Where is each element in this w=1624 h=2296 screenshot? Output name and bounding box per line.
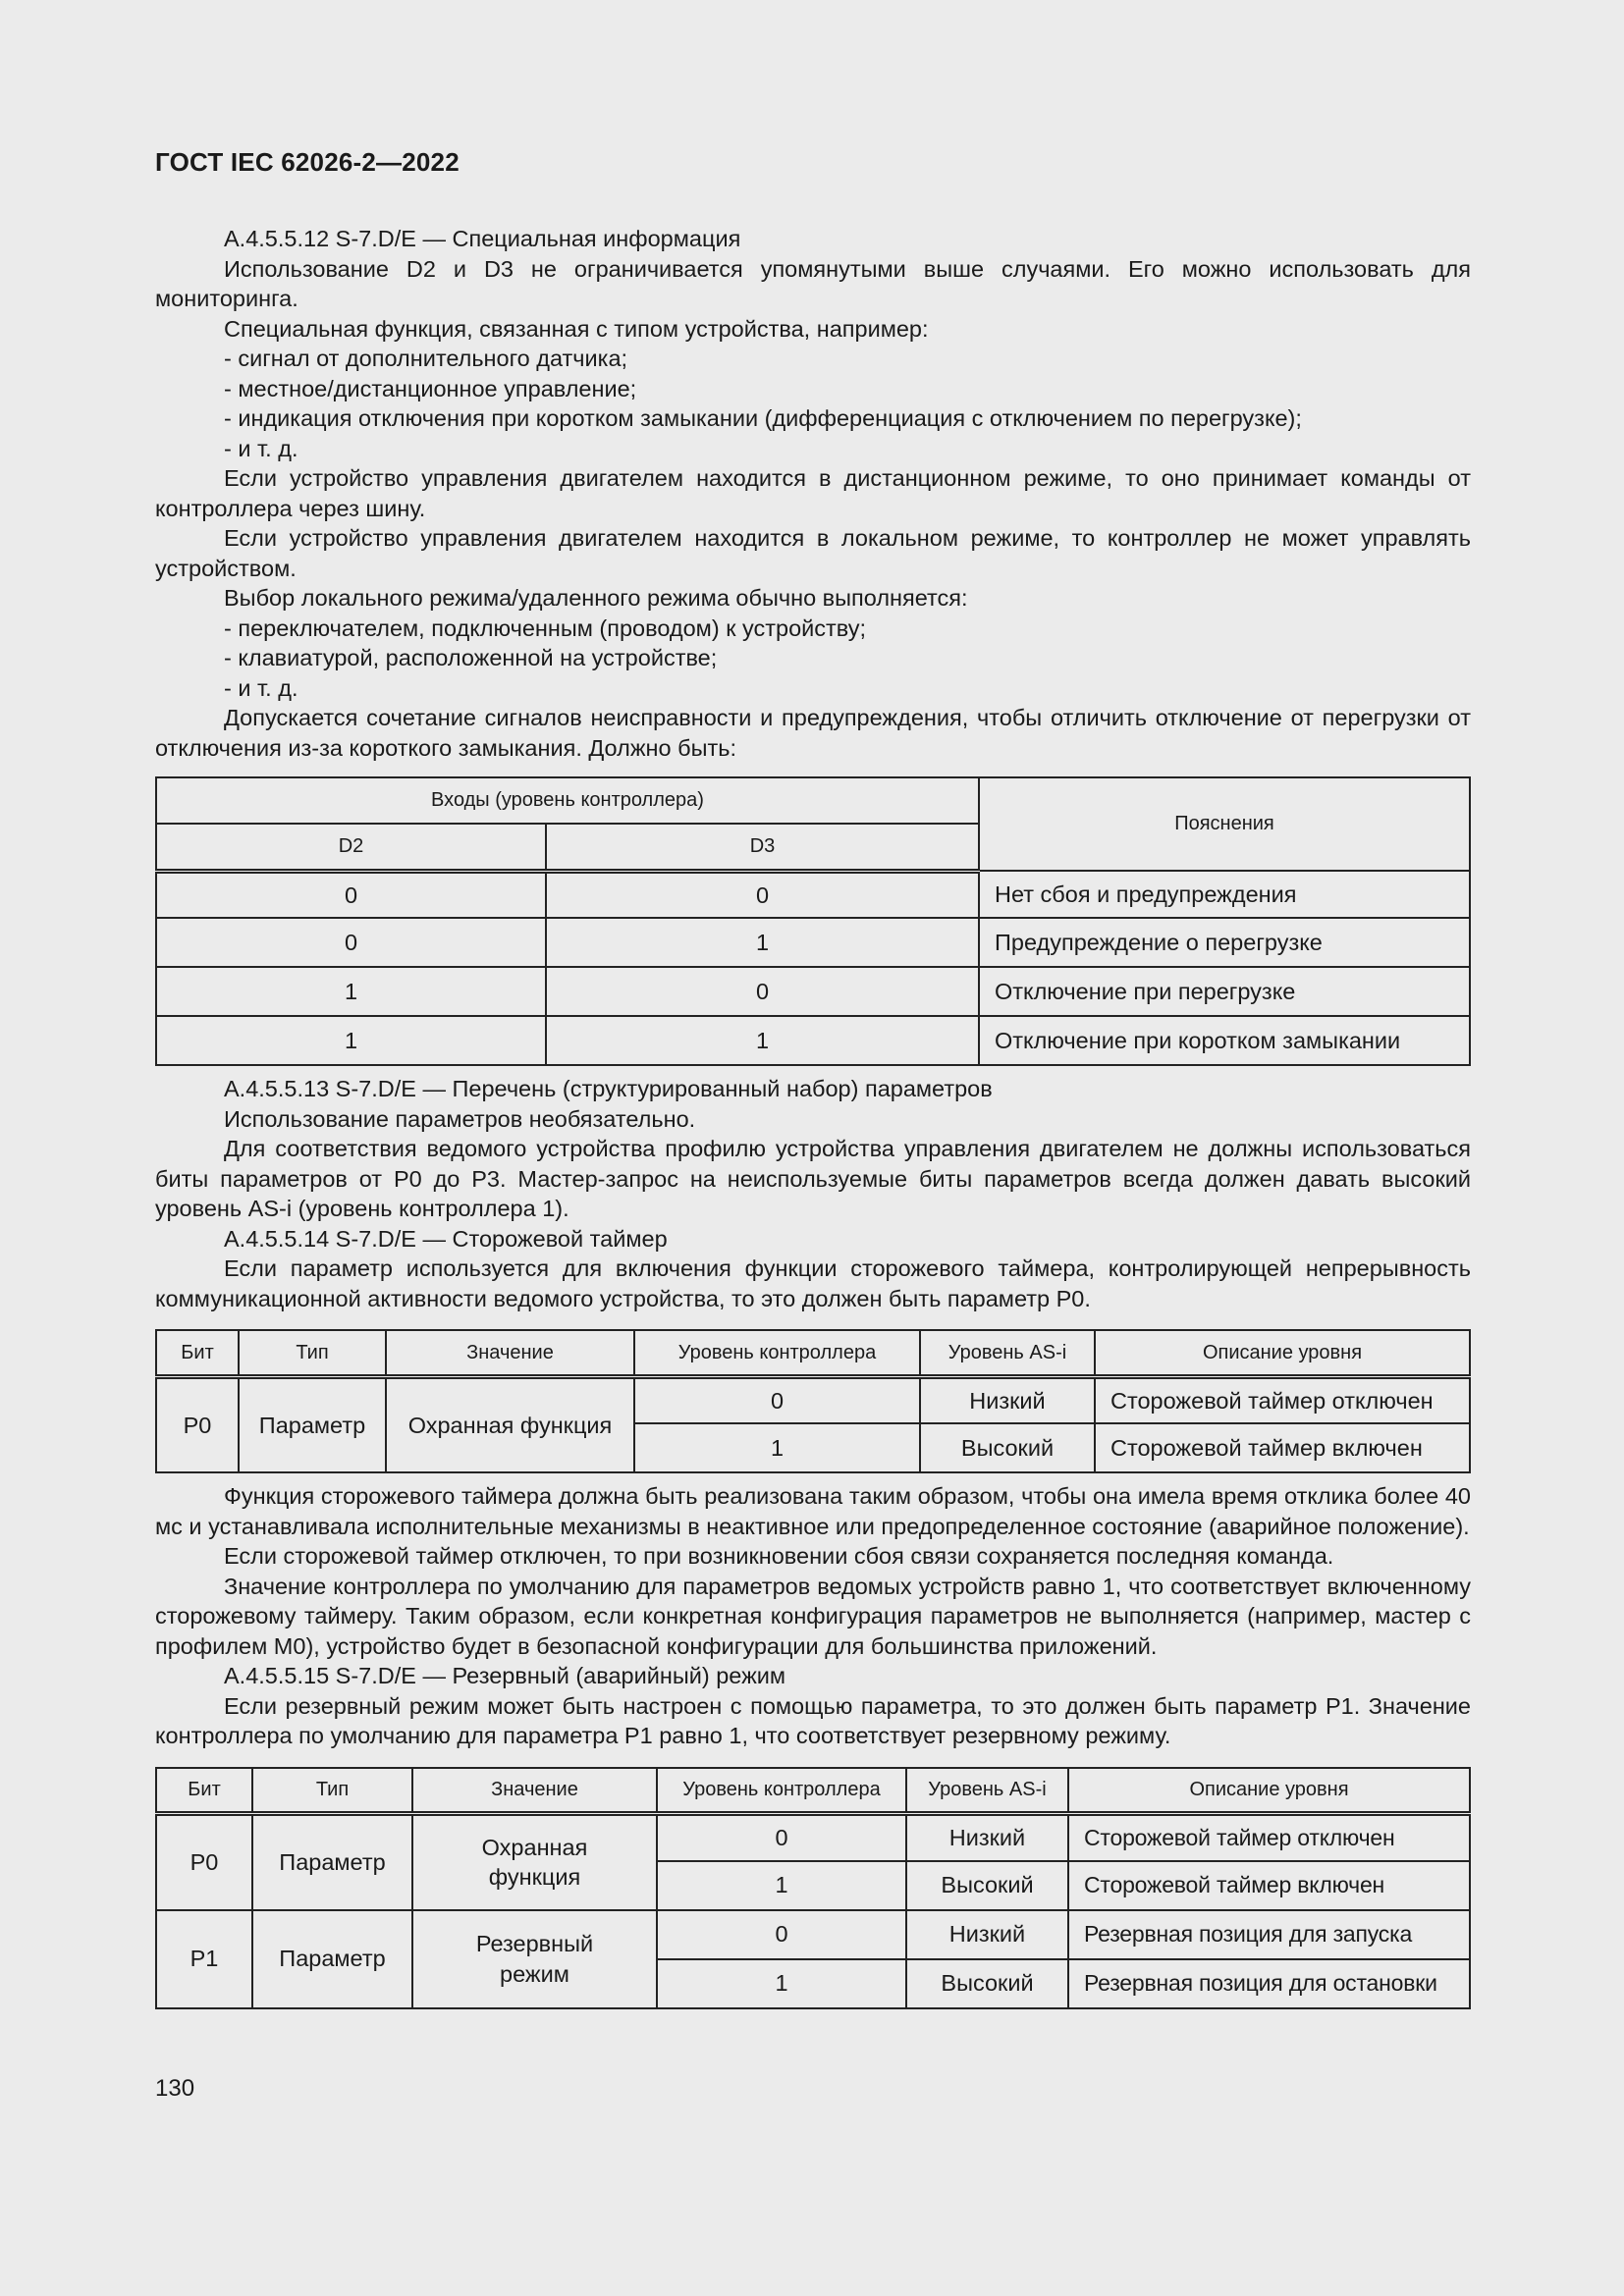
table-header-value: Значение xyxy=(386,1330,634,1376)
table-cell: Сторожевой таймер отключен xyxy=(1068,1814,1470,1861)
table-cell: 0 xyxy=(634,1376,920,1423)
table-cell-bit: P0 xyxy=(156,1814,252,1910)
section-heading-a45514: A.4.5.5.14 S-7.D/E — Сторожевой таймер xyxy=(224,1225,668,1252)
table-header-value: Значение xyxy=(412,1768,657,1814)
table-cell-bit: P0 xyxy=(156,1376,239,1472)
section-heading-a45513: A.4.5.5.13 S-7.D/E — Перечень (структурированный набор) параметров xyxy=(224,1076,993,1101)
table-header-level-description: Описание уровня xyxy=(1095,1330,1470,1376)
table-cell-type: Параметр xyxy=(252,1910,412,2008)
paragraph: Значение контроллера по умолчанию для параметров ведомых устройств равно 1, что соответствует включенному сторожевому таймеру. Таким образом, если конкретная конфигурация параметров не выполняется (например, мастер с профилем M0), устройство будет в безопасной конфигурации для большинства приложений. xyxy=(155,1573,1471,1659)
table-header-type: Тип xyxy=(252,1768,412,1814)
table-cell: Резервная позиция для запуска xyxy=(1068,1910,1470,1959)
document-header: ГОСТ IEC 62026-2—2022 xyxy=(155,147,460,177)
table-cell: 0 xyxy=(657,1814,906,1861)
paragraph: Если устройство управления двигателем находится в дистанционном режиме, то оно принимает команды от контроллера через шину. xyxy=(155,465,1471,521)
table-cell: Отключение при коротком замыкании xyxy=(979,1016,1470,1065)
table-cell: Сторожевой таймер включен xyxy=(1095,1423,1470,1472)
list-item: - переключателем, подключенным (проводом) к устройству; xyxy=(224,614,867,641)
table-header-controller-level: Уровень контроллера xyxy=(657,1768,906,1814)
list-item: - и т. д. xyxy=(224,435,298,461)
page-content xyxy=(155,224,1471,2009)
paragraph: Допускается сочетание сигналов неисправности и предупреждения, чтобы отличить отключение от перегрузки от отключения из-за короткого замыкания. Должно быть: xyxy=(155,705,1471,761)
inputs-table xyxy=(155,776,1471,1066)
table-cell-bit: P1 xyxy=(156,1910,252,2008)
table-cell: 0 xyxy=(657,1910,906,1959)
paragraph: Использование D2 и D3 не ограничивается упомянутыми выше случаями. Его можно использовать для мониторинга. xyxy=(155,255,1471,311)
table-row xyxy=(156,967,1470,1016)
table-cell: 0 xyxy=(156,871,546,918)
table-cell: 1 xyxy=(657,1861,906,1910)
table-cell: 0 xyxy=(546,967,979,1016)
list-item: - и т. д. xyxy=(224,674,298,701)
table-cell: Низкий xyxy=(920,1376,1095,1423)
paragraph: Использование параметров необязательно. xyxy=(224,1105,696,1132)
table-cell: Сторожевой таймер включен xyxy=(1068,1861,1470,1910)
table-cell: 1 xyxy=(634,1423,920,1472)
table-header-type: Тип xyxy=(239,1330,386,1376)
table-header-d2: D2 xyxy=(156,824,546,871)
table-cell: Низкий xyxy=(906,1814,1068,1861)
table-cell: 1 xyxy=(156,967,546,1016)
table-cell: 1 xyxy=(546,918,979,967)
table-cell: 0 xyxy=(546,871,979,918)
paragraph: Если устройство управления двигателем находится в локальном режиме, то контроллер не может управлять устройством. xyxy=(155,525,1471,581)
paragraph: Для соответствия ведомого устройства профилю устройства управления двигателем не должны использоваться биты параметров от P0 до P3. Мастер-запрос на неиспользуемые биты параметров всегда должен давать высокий уровень AS-i (уровень контроллера 1). xyxy=(155,1136,1471,1221)
table-cell-type: Параметр xyxy=(239,1376,386,1472)
table-cell-value: Охранная функция xyxy=(412,1814,657,1910)
table-cell: Низкий xyxy=(906,1910,1068,1959)
paragraph: Если сторожевой таймер отключен, то при возникновении сбоя связи сохраняется последняя команда. xyxy=(224,1543,1334,1569)
section-heading-a45512: A.4.5.5.12 S-7.D/E — Специальная информация xyxy=(224,226,741,251)
table-cell: Сторожевой таймер отключен xyxy=(1095,1376,1470,1423)
table-cell-value: Резервный режим xyxy=(412,1910,657,2008)
table-row xyxy=(156,1376,1470,1423)
backup-mode-parameter-table xyxy=(155,1767,1471,2009)
table-row xyxy=(156,1016,1470,1065)
table-cell: Предупреждение о перегрузке xyxy=(979,918,1470,967)
paragraph: Если резервный режим может быть настроен с помощью параметра, то это должен быть параметр P1. Значение контроллера по умолчанию для параметра P1 равно 1, что соответствует резервному режиму. xyxy=(155,1692,1471,1748)
table-header-asi-level: Уровень AS-i xyxy=(920,1330,1095,1376)
table-header-explanations: Пояснения xyxy=(979,777,1470,871)
page-number: 130 xyxy=(155,2075,195,2102)
table-cell: Нет сбоя и предупреждения xyxy=(979,871,1470,918)
table-header-bit: Бит xyxy=(156,1768,252,1814)
table-cell: Резервная позиция для остановки xyxy=(1068,1959,1470,2008)
list-item: - индикация отключения при коротком замыкании (дифференциация с отключением по перегрузке); xyxy=(224,405,1302,431)
table-cell: 1 xyxy=(156,1016,546,1065)
table-cell: Высокий xyxy=(906,1959,1068,2008)
table-cell-value: Охранная функция xyxy=(386,1376,634,1472)
table-header-asi-level: Уровень AS-i xyxy=(906,1768,1068,1814)
list-item: - местное/дистанционное управление; xyxy=(224,375,637,401)
table-header-d3: D3 xyxy=(546,824,979,871)
table-row xyxy=(156,1910,1470,1959)
section-heading-a45515: A.4.5.5.15 S-7.D/E — Резервный (аварийный) режим xyxy=(224,1663,786,1688)
list-item: - клавиатурой, расположенной на устройстве; xyxy=(224,645,718,670)
paragraph: Специальная функция, связанная с типом устройства, например: xyxy=(224,315,929,342)
table-header-bit: Бит xyxy=(156,1330,239,1376)
table-cell: Высокий xyxy=(920,1423,1095,1472)
table-header-inputs: Входы (уровень контроллера) xyxy=(156,777,979,824)
table-row xyxy=(156,1814,1470,1861)
table-header-controller-level: Уровень контроллера xyxy=(634,1330,920,1376)
table-cell: Отключение при перегрузке xyxy=(979,967,1470,1016)
table-row xyxy=(156,918,1470,967)
paragraph: Функция сторожевого таймера должна быть реализована таким образом, чтобы она имела время отклика более 40 мс и устанавливала исполнительные механизмы в неактивное или предопределенное состояние (аварийное положение). xyxy=(155,1483,1471,1539)
table-row xyxy=(156,871,1470,918)
table-header-level-description: Описание уровня xyxy=(1068,1768,1470,1814)
watchdog-parameter-table xyxy=(155,1329,1471,1473)
table-cell: Высокий xyxy=(906,1861,1068,1910)
table-cell: 1 xyxy=(657,1959,906,2008)
table-cell: 1 xyxy=(546,1016,979,1065)
paragraph: Выбор локального режима/удаленного режима обычно выполняется: xyxy=(224,585,968,611)
list-item: - сигнал от дополнительного датчика; xyxy=(224,346,628,371)
table-cell: 0 xyxy=(156,918,546,967)
table-cell-type: Параметр xyxy=(252,1814,412,1910)
paragraph: Если параметр используется для включения функции сторожевого таймера, контролирующей непрерывность коммуникационной активности ведомого устройства, то это должен быть параметр P0. xyxy=(155,1255,1471,1311)
